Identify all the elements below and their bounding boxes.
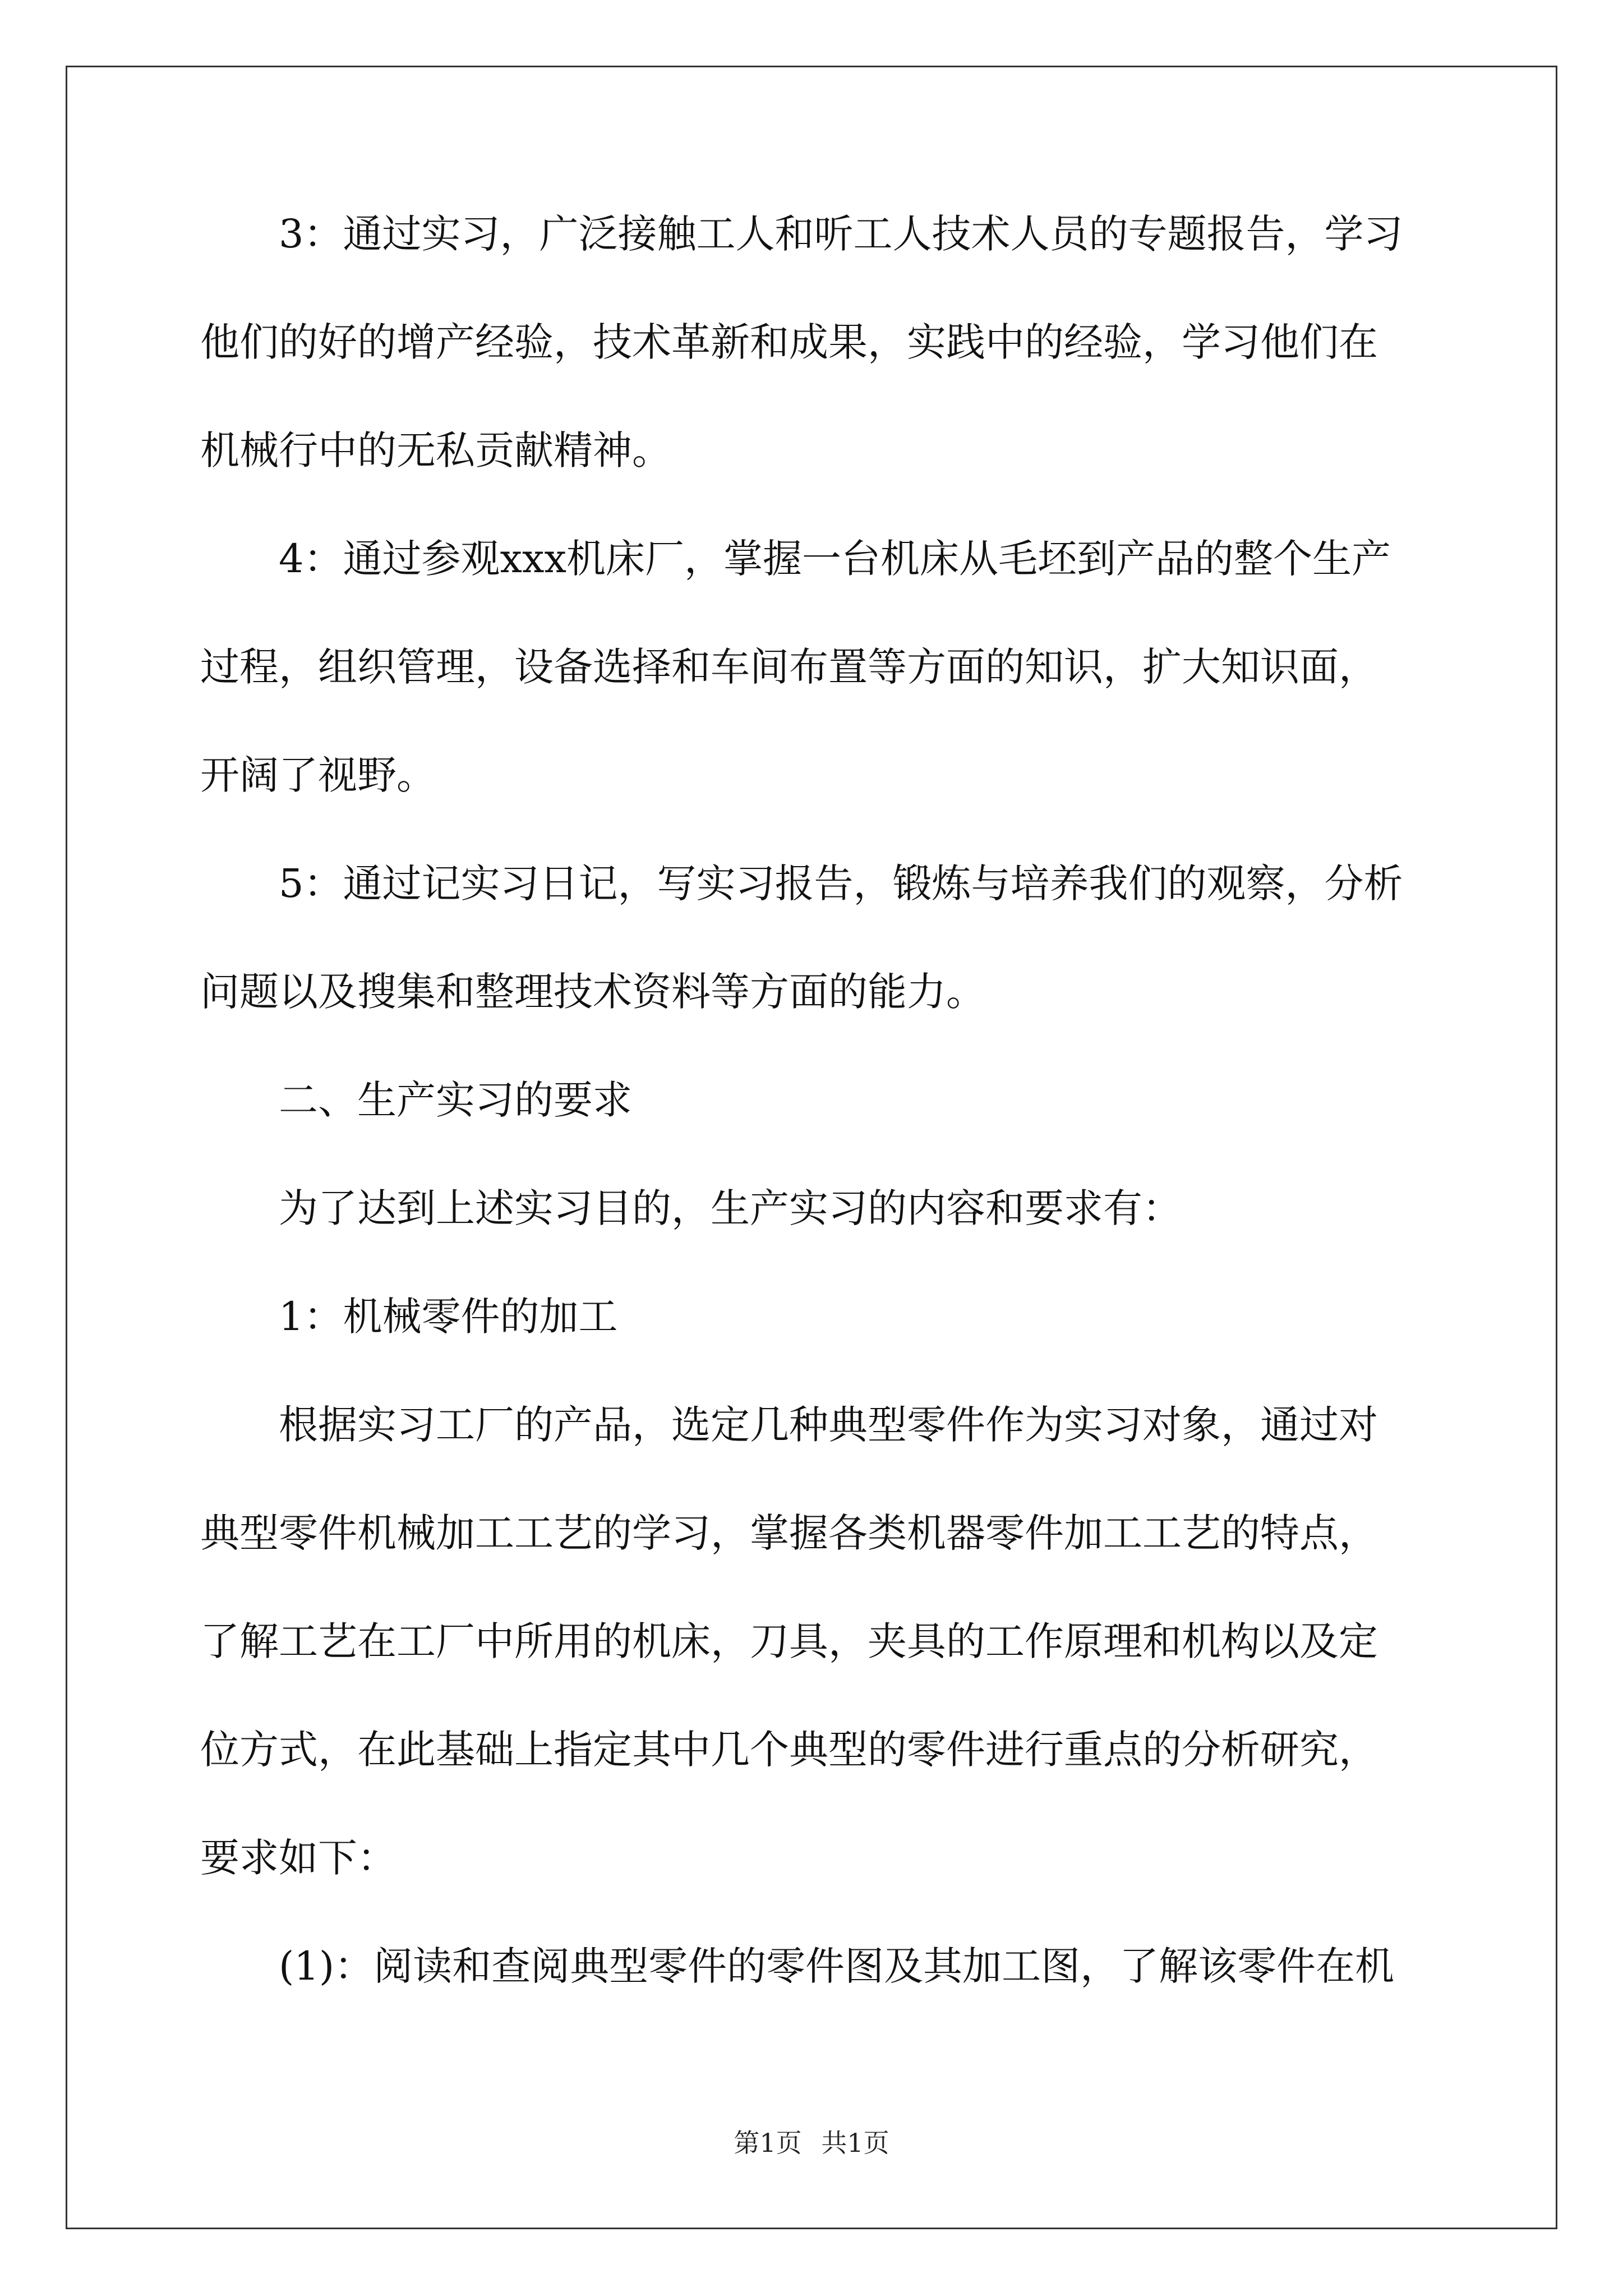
section-heading: 二、生产实习的要求 <box>200 1077 632 1123</box>
text-line: 他们的好的增产经验，技术革新和成果，实践中的经验，学习他们在 <box>200 319 1378 365</box>
text-line: 5：通过记实习日记，写实习报告，锻炼与培养我们的观察，分析 <box>200 861 1403 907</box>
text-line: 位方式，在此基础上指定其中几个典型的零件进行重点的分析研究， <box>200 1727 1378 1773</box>
page-number-total: 共1页 <box>821 2128 889 2158</box>
page-number-current: 第1页 <box>734 2128 802 2158</box>
text-line: 3：通过实习，广泛接触工人和听工人技术人员的专题报告，学习 <box>200 211 1403 257</box>
text-line: 开阔了视野。 <box>200 752 436 798</box>
text-line: (1)：阅读和查阅典型零件的零件图及其加工图，了解该零件在机 <box>200 1943 1395 1989</box>
page-border <box>66 66 1557 2229</box>
text-line: 过程，组织管理，设备选择和车间布置等方面的知识，扩大知识面， <box>200 644 1378 690</box>
text-line: 了解工艺在工厂中所用的机床，刀具，夹具的工作原理和机构以及定 <box>200 1618 1378 1664</box>
subsection-heading: 1：机械零件的加工 <box>200 1294 618 1340</box>
text-line: 要求如下： <box>200 1835 396 1881</box>
text-line: 为了达到上述实习目的，生产实习的内容和要求有： <box>200 1185 1182 1231</box>
text-line: 机械行中的无私贡献精神。 <box>200 427 671 473</box>
text-line: 典型零件机械加工工艺的学习，掌握各类机器零件加工工艺的特点， <box>200 1510 1378 1556</box>
text-line: 根据实习工厂的产品，选定几种典型零件作为实习对象，通过对 <box>200 1402 1378 1448</box>
text-line: 问题以及搜集和整理技术资料等方面的能力。 <box>200 969 985 1015</box>
page-footer <box>0 2126 1623 2160</box>
text-line: 4：通过参观xxx机床厂，掌握一台机床从毛坯到产品的整个生产 <box>200 536 1391 582</box>
